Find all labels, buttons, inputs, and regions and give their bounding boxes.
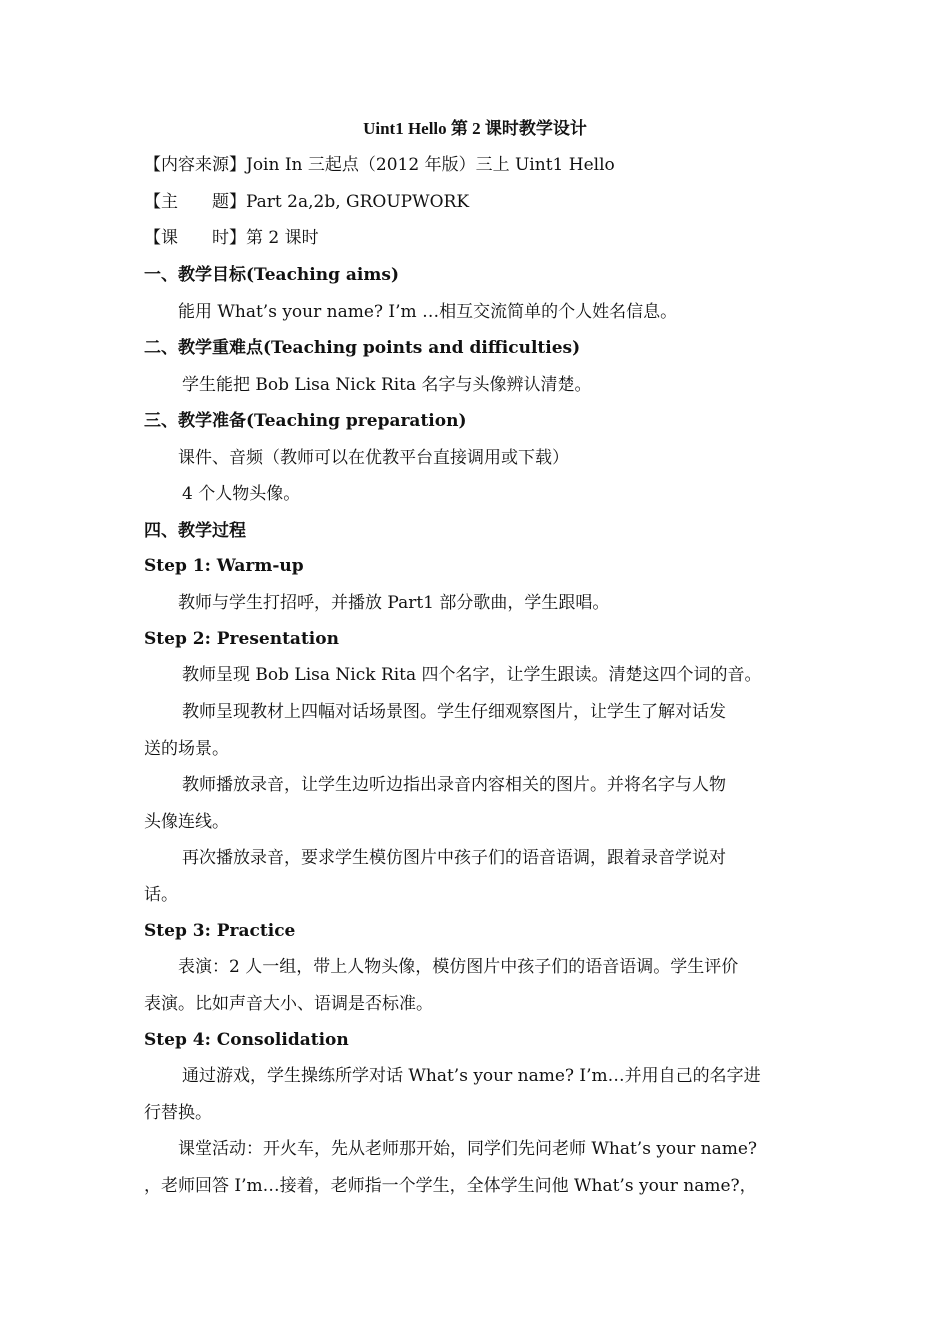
section-process-heading: 四、教学过程 [144,521,246,541]
step2-paragraph-3-line-1: 教师播放录音，让学生边听边指出录音内容相关的图片。并将名字与人物 [182,775,726,795]
document-title: Uint1 Hello 第 2 课时教学设计 [363,119,587,138]
step2-paragraph-1: 教师呈现 Bob Lisa Nick Rita 四个名字，让学生跟读。清楚这四个词的音。 [182,665,762,685]
step1-text: 教师与学生打招呼，并播放 Part1 部分歌曲，学生跟唱。 [178,593,610,613]
meta-topic: 【主 题】Part 2a,2b, GROUPWORK [144,192,470,212]
section-prep-heading: 三、教学准备(Teaching preparation) [144,411,467,431]
section-prep-text-2: 4 个人物头像。 [182,484,301,504]
step3-paragraph-line-2: 表演。比如声音大小、语调是否标准。 [144,994,433,1014]
step3-heading: Step 3: Practice [144,921,296,941]
step4-paragraph-1-line-2: 行替换。 [144,1103,212,1123]
section-points-text: 学生能把 Bob Lisa Nick Rita 名字与头像辨认清楚。 [182,375,592,395]
step2-paragraph-2-line-1: 教师呈现教材上四幅对话场景图。学生仔细观察图片，让学生了解对话发 [182,702,726,722]
step4-paragraph-1-line-1: 通过游戏，学生操练所学对话 What’s your name? I’m…并用自己的名字进 [182,1066,761,1086]
step2-paragraph-4-line-2: 话。 [144,885,178,905]
section-aims-heading: 一、教学目标(Teaching aims) [144,265,399,285]
meta-source: 【内容来源】Join In 三起点（2012 年版）三上 Uint1 Hello [144,155,615,175]
section-points-heading: 二、教学重难点(Teaching points and difficulties) [144,338,581,358]
section-aims-text: 能用 What’s your name? I’m …相互交流简单的个人姓名信息。 [178,302,678,322]
step3-paragraph-line-1: 表演：2 人一组，带上人物头像，模仿图片中孩子们的语音语调。学生评价 [178,957,739,977]
step4-heading: Step 4: Consolidation [144,1030,349,1050]
step1-heading: Step 1: Warm-up [144,556,304,576]
step2-heading: Step 2: Presentation [144,629,339,649]
step4-paragraph-2-line-2: ，老师回答 I’m…接着，老师指一个学生，全体学生问他 What’s your name?， [144,1176,757,1196]
section-prep-text-1: 课件、音频（教师可以在优教平台直接调用或下载） [178,448,569,468]
step2-paragraph-3-line-2: 头像连线。 [144,812,229,832]
step4-paragraph-2-line-1: 课堂活动：开火车，先从老师那开始，同学们先问老师 What’s your name? [178,1139,758,1159]
step2-paragraph-2-line-2: 送的场景。 [144,739,229,759]
meta-lesson: 【课 时】第 2 课时 [144,228,319,248]
step2-paragraph-4-line-1: 再次播放录音，要求学生模仿图片中孩子们的语音语调，跟着录音学说对 [182,848,726,868]
